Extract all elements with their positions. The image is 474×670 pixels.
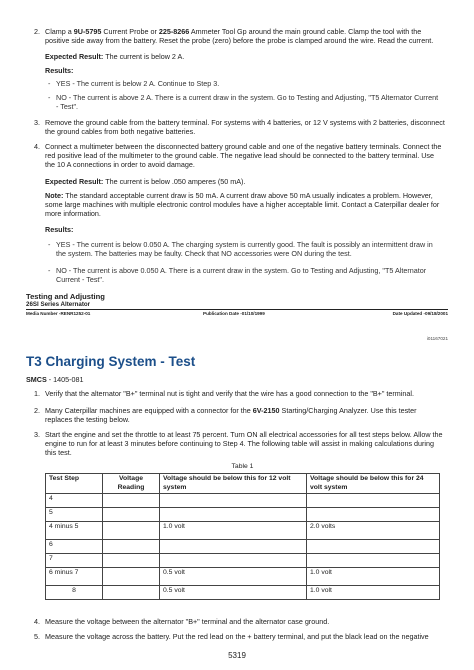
step-number: 3. <box>34 430 40 439</box>
table-caption: Table 1 <box>231 463 254 470</box>
result-yes <box>48 79 441 88</box>
table-row <box>46 568 440 586</box>
label: Expected Result: <box>45 177 104 186</box>
cell: 4 minus 5 <box>46 522 103 540</box>
cell <box>160 494 307 508</box>
step-number: 4. <box>34 617 40 626</box>
cell <box>103 586 160 600</box>
label: Results: <box>45 225 74 234</box>
dash: - <box>48 79 51 88</box>
publication-date: Publication Date -01/10/1999 <box>203 311 265 316</box>
label: SMCS <box>26 375 47 384</box>
step-number: 3. <box>34 118 40 127</box>
divider <box>26 309 448 310</box>
cell: 8 <box>46 586 103 600</box>
step-number: 2. <box>34 27 40 36</box>
cell <box>103 554 160 568</box>
cell <box>103 568 160 586</box>
text: The current is below 2 A. <box>103 52 185 61</box>
date-updated: Date Updated -09/18/2001 <box>392 311 448 316</box>
result-no <box>48 266 441 285</box>
text: YES - The current is below 0.050 A. The charging system is currently good. The fault is possibly an intermittent draw in the system. The batteries may be faulty. Check that NO accessories were ON during the test. <box>56 240 433 259</box>
results-heading <box>45 66 440 75</box>
expected-result <box>45 52 440 61</box>
tool-number: 6V-2150 <box>252 406 280 415</box>
step-number: 5. <box>34 632 40 641</box>
column-header: Voltage should be below this for 12 volt system <box>160 474 307 494</box>
cell <box>307 540 440 554</box>
step-text <box>45 27 445 45</box>
page-title: T3 Charging System - Test <box>26 354 196 369</box>
cell: 4 <box>46 494 103 508</box>
step-text: Remove the ground cable from the battery terminal. For systems with 4 batteries, or 12 V systems with 2 batteries, disconnect the ground cables from both negative batteries. <box>45 118 445 137</box>
label: Results: <box>45 66 74 75</box>
smcs-code <box>26 375 84 384</box>
result-yes <box>48 240 441 259</box>
document-code: i01167021 <box>426 336 448 341</box>
column-header: Voltage Reading <box>103 474 160 494</box>
section-subtitle: 26SI Series Alternator <box>26 301 91 308</box>
cell <box>103 540 160 554</box>
cell: 1.0 volt <box>307 586 440 600</box>
tool-number: 9U-5795 <box>73 27 102 36</box>
column-header: Voltage should be below this for 24 volt system <box>307 474 440 494</box>
cell <box>307 508 440 522</box>
column-header: Test Step <box>46 474 103 494</box>
cell: 6 minus 7 <box>46 568 103 586</box>
step-number: 1. <box>34 389 40 398</box>
step-text: Connect a multimeter between the disconnected battery ground cable and one of the negative battery terminals. Connect the red positive lead of the multimeter to the ground cable. The negative lead should be connected to the battery terminal. Use the 10 A connections in order to avoid damage. <box>45 142 442 170</box>
text: NO - The current is above 0.050 A. There is a current draw in the system. Go to Testing and Adjusting, "T5 Alternator Current - Test". <box>56 266 427 285</box>
text: Many Caterpillar machines are equipped with a connector for the <box>45 406 253 415</box>
results-heading <box>45 225 440 234</box>
label: Note: <box>45 191 64 200</box>
media-number: Media Number -RENR1252-01 <box>26 311 91 316</box>
tool-number: 225-8266 <box>158 27 190 36</box>
text: Clamp a <box>45 27 74 36</box>
text: Current Probe or <box>101 27 159 36</box>
table-row <box>46 522 440 540</box>
cell: 1.0 volt <box>307 568 440 586</box>
text: Ammeter Tool Gp around the main ground cable. Clamp the tool with the positive side away from the battery. Reset the probe (zero) before the probe is clamped around the wire. Read the current. <box>45 27 434 46</box>
step-text: Start the engine and set the throttle to at least 75 percent. Turn ON all electrical accessories for all test steps below. Allow the engine to run for at least 3 minutes before continuing to Step 4. The following table will assist in making calculations during this test. <box>45 430 443 458</box>
cell: 5 <box>46 508 103 522</box>
step-text <box>45 406 445 424</box>
voltage-table <box>45 473 440 600</box>
text: - 1405-081 <box>46 375 84 384</box>
table-row <box>46 554 440 568</box>
cell <box>103 494 160 508</box>
cell: 0.5 volt <box>160 586 307 600</box>
text: Starting/Charging Analyzer. Use this tester replaces the testing below. <box>45 406 417 425</box>
dash: - <box>48 93 51 102</box>
table-header-row <box>46 474 440 494</box>
text: The standard acceptable current draw is 50 mA. A current draw above 50 mA usually indicates a problem. However, some large machines with multiple electronic control modules have a higher acceptable limit. Contact a Caterpillar dealer for more information. <box>45 191 440 219</box>
step-text: Measure the voltage across the battery. Put the red lead on the + battery terminal, and put the black lead on the negative <box>45 632 429 641</box>
cell: 7 <box>46 554 103 568</box>
dash: - <box>48 240 51 249</box>
cell: 6 <box>46 540 103 554</box>
cell <box>307 494 440 508</box>
step-text: Verify that the alternator "B+" terminal nut is tight and verify that the wire has a good connection to the "B+" terminal. <box>45 389 414 398</box>
page-number: 5319 <box>228 651 246 660</box>
dash: - <box>48 266 51 275</box>
cell <box>160 540 307 554</box>
section-title: Testing and Adjusting <box>26 292 105 301</box>
table-row <box>46 586 440 600</box>
note <box>45 191 440 219</box>
table-row <box>46 494 440 508</box>
text: NO - The current is above 2 A. There is a current draw in the system. Go to Testing and Adjusting, "T5 Alternator Current - Test". <box>56 93 439 112</box>
table-row <box>46 508 440 522</box>
result-no <box>48 93 441 112</box>
text: The current is below .050 amperes (50 mA). <box>103 177 246 186</box>
cell <box>103 508 160 522</box>
text: YES - The current is below 2 A. Continue to Step 3. <box>56 79 220 88</box>
label: Expected Result: <box>45 52 104 61</box>
step-number: 2. <box>34 406 40 415</box>
cell <box>160 554 307 568</box>
cell: 1.0 volt <box>160 522 307 540</box>
step-text: Measure the voltage between the alternator "B+" terminal and the alternator case ground. <box>45 617 330 626</box>
expected-result <box>45 177 440 186</box>
step-number: 4. <box>34 142 40 151</box>
table-row <box>46 540 440 554</box>
cell <box>307 554 440 568</box>
cell <box>160 508 307 522</box>
cell: 0.5 volt <box>160 568 307 586</box>
cell: 2.0 volts <box>307 522 440 540</box>
cell <box>103 522 160 540</box>
